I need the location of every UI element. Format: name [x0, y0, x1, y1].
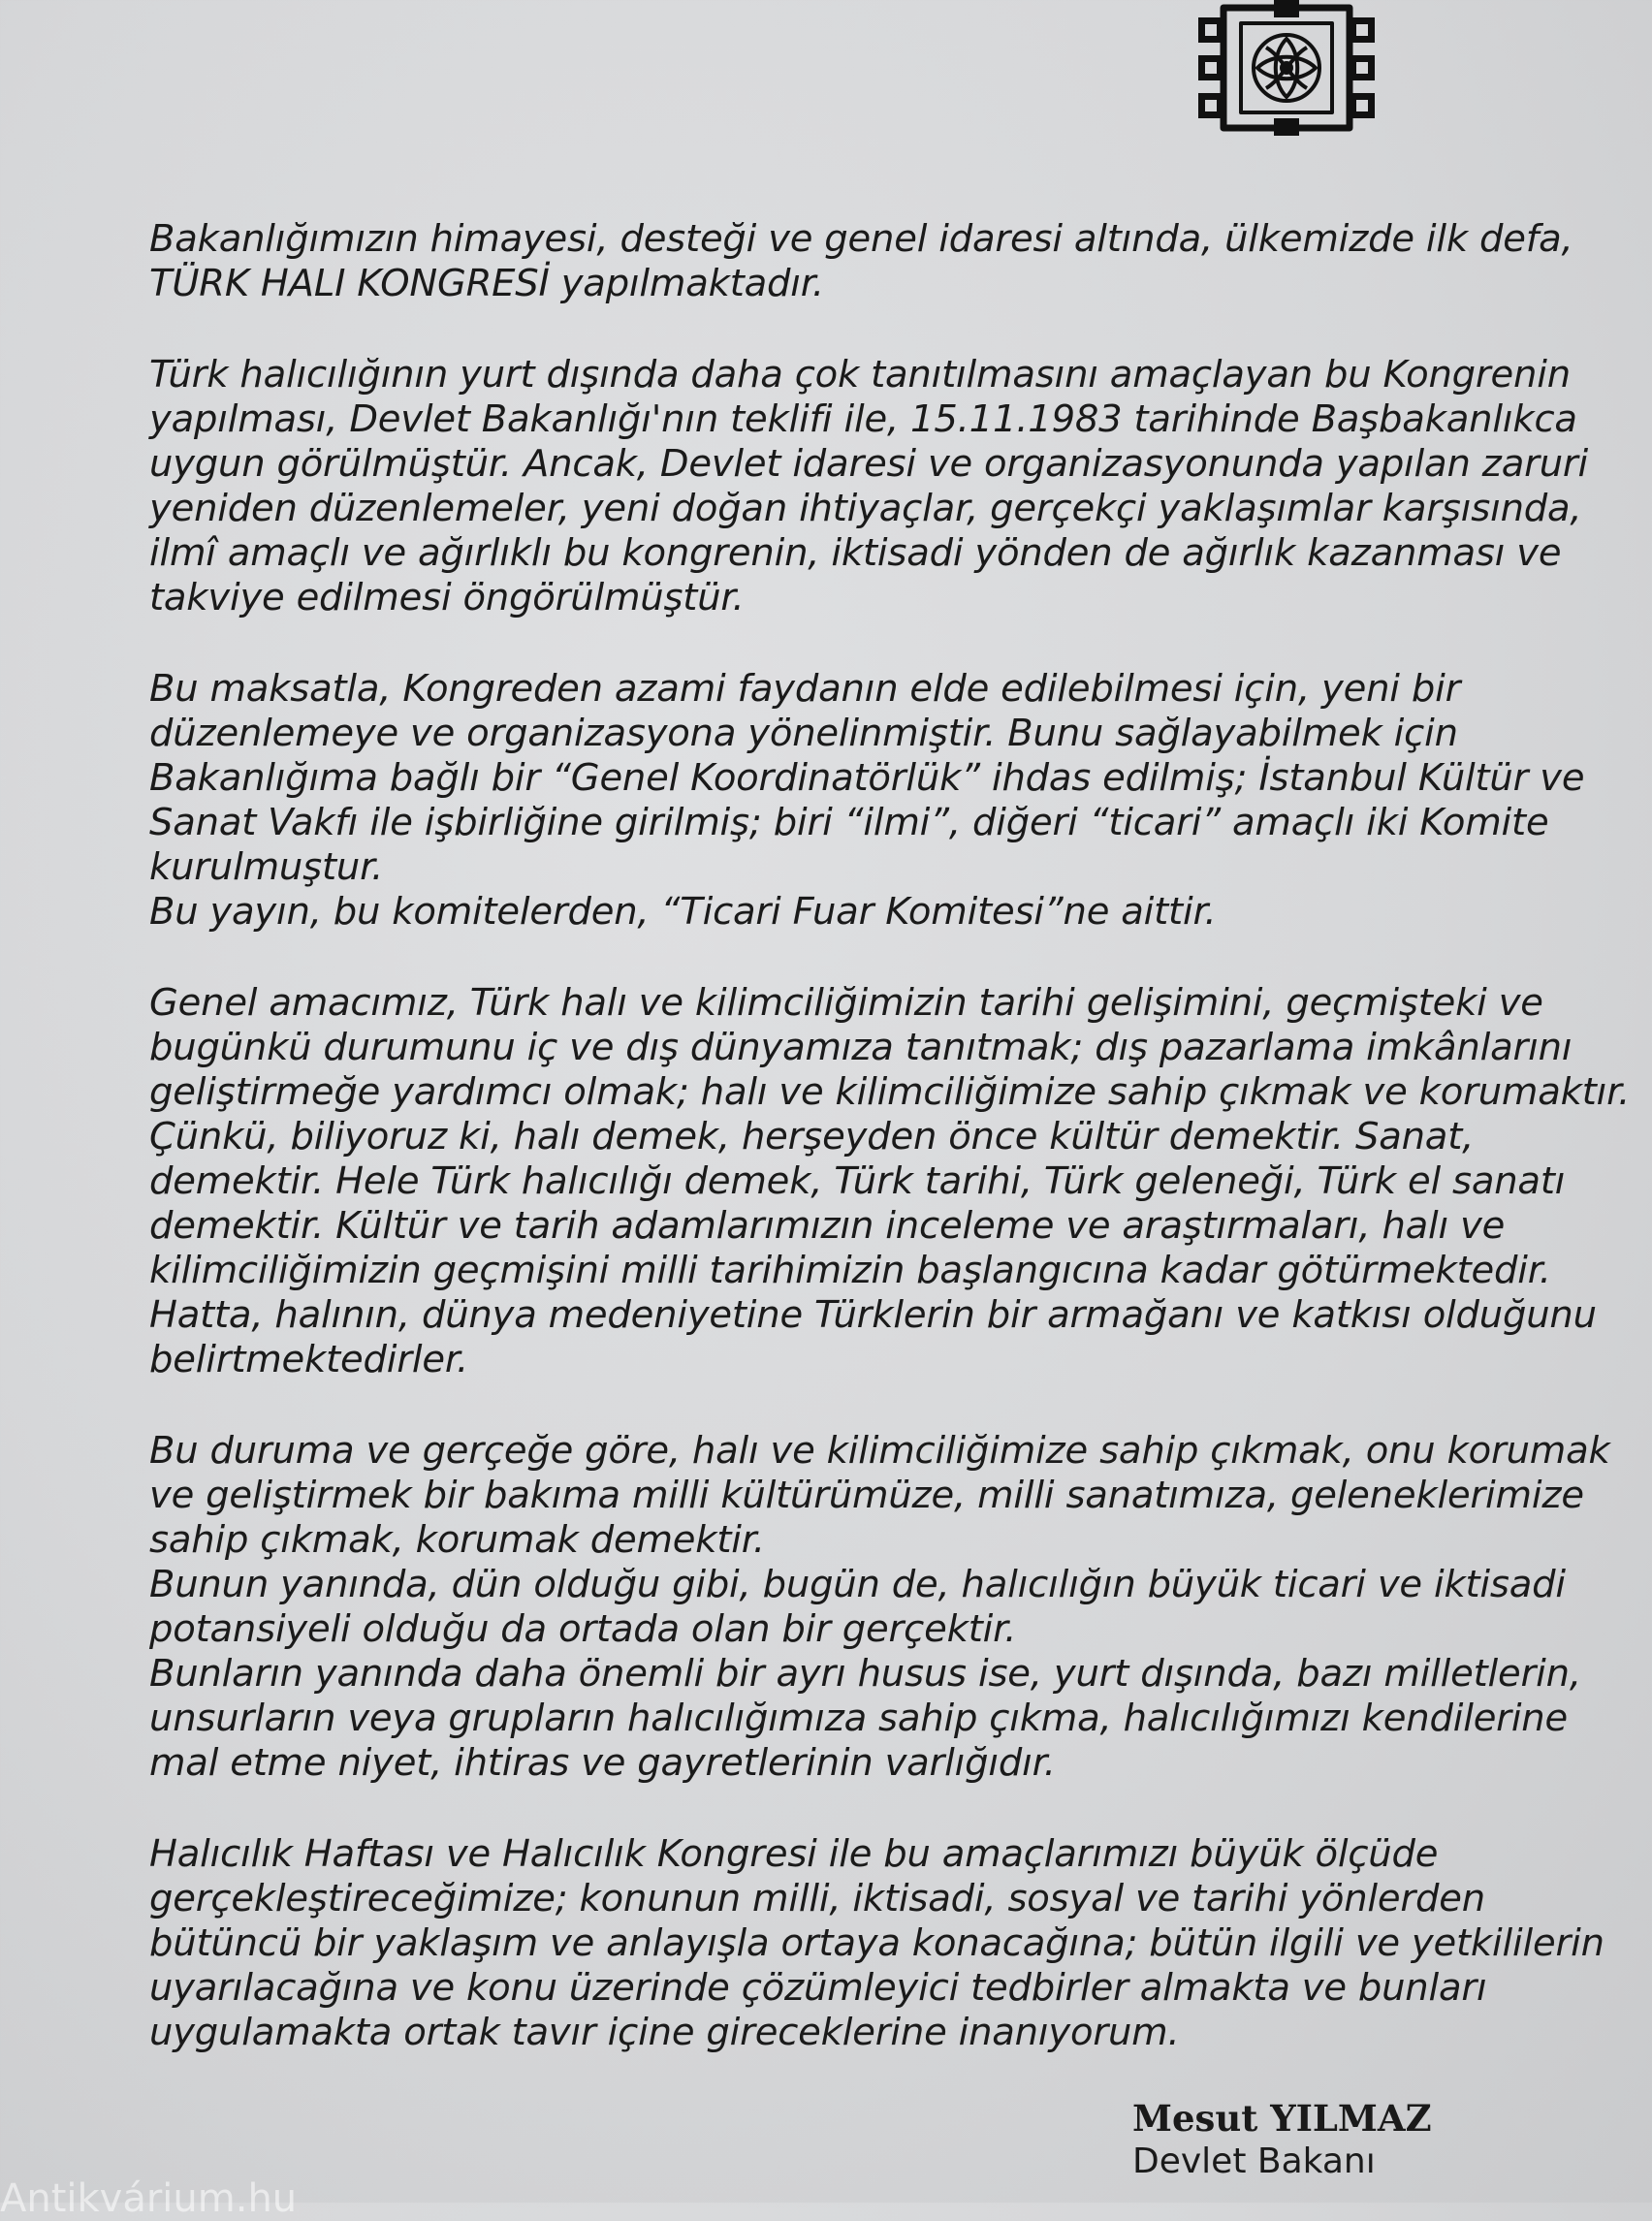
text-line: unsurların veya grupların halıcılığımıza sahip çıkma, halıcılığımızı kendilerine	[149, 1697, 1568, 1740]
text-line: bütüncü bir yaklaşım ve anlayışla ortaya konacağına; bütün ilgili ve yetkililerin	[149, 1921, 1604, 1965]
text-line: yeniden düzenlemeler, yeni doğan ihtiyaçlar, gerçekçi yaklaşımlar karşısında,	[149, 487, 1582, 530]
text-line: Çünkü, biliyoruz ki, halı demek, herşeyden önce kültür demektir. Sanat,	[149, 1115, 1475, 1158]
text-line: Bakanlığıma bağlı bir “Genel Koordinatörlük” ihdas edilmiş; İstanbul Kültür ve	[149, 756, 1585, 800]
text-line: yapılması, Devlet Bakanlığı'nın teklifi ile, 15.11.1983 tarihinde Başbakanlıkca	[149, 397, 1577, 441]
text-line: demektir. Kültür ve tarih adamlarımızın inceleme ve araştırmaları, halı ve	[149, 1204, 1506, 1248]
paragraph-goals	[149, 981, 1631, 1382]
text-line: uygun görülmüştür. Ancak, Devlet idaresi ve organizasyonunda yapılan zaruri	[149, 442, 1589, 486]
text-line: kurulmuştur.	[149, 845, 384, 889]
text-line: potansiyeli olduğu da ortada olan bir gerçektir.	[149, 1607, 1017, 1651]
watermark: Antikvárium.hu	[0, 2176, 298, 2221]
paragraph-intro	[149, 217, 1584, 306]
paragraph-organization	[149, 667, 1584, 935]
text-line: TÜRK HALI KONGRESİ yapılmaktadır.	[149, 262, 824, 305]
text-line: Genel amacımız, Türk halı ve kilimciliğimizin tarihi gelişimini, geçmişteki ve	[149, 981, 1543, 1025]
text-line: Bu duruma ve gerçeğe göre, halı ve kilimciliğimize sahip çıkmak, onu korumak	[149, 1429, 1610, 1473]
text-line: gerçekleştireceğimize; konunun milli, iktisadi, sosyal ve tarihi yönlerden	[149, 1877, 1485, 1920]
paragraph-background	[149, 353, 1589, 620]
text-line: belirtmektedirler.	[149, 1338, 468, 1381]
knot-ornament-icon	[1185, 0, 1388, 136]
text-line: Bakanlığımızın himayesi, desteği ve genel idaresi altında, ülkemizde ilk defa,	[149, 217, 1573, 261]
text-line: Halıcılık Haftası ve Halıcılık Kongresi ile bu amaçlarımızı büyük ölçüde	[149, 1832, 1439, 1876]
text-line: ilmî amaçlı ve ağırlıklı bu kongrenin, iktisadi yönden de ağırlık kazanması ve	[149, 531, 1562, 575]
text-line: Hatta, halının, dünya medeniyetine Türklerin bir armağanı ve katkısı olduğunu	[149, 1293, 1597, 1337]
text-line: sahip çıkmak, korumak demektir.	[149, 1518, 765, 1562]
signatory-name: Mesut YILMAZ	[1132, 2097, 1432, 2140]
text-line: Bu yayın, bu komitelerden, “Ticari Fuar Komitesi”ne aittir.	[149, 890, 1217, 934]
text-line: demektir. Hele Türk halıcılığı demek, Türk tarihi, Türk geleneği, Türk el sanatı	[149, 1159, 1566, 1203]
signature-block	[1132, 2096, 1432, 2183]
text-line: Bu maksatla, Kongreden azami faydanın elde edilebilmesi için, yeni bir	[149, 667, 1461, 711]
text-line: uygulamakta ortak tavır içine gireceklerine inanıyorum.	[149, 2011, 1180, 2054]
signatory-title: Devlet Bakanı	[1132, 2142, 1376, 2181]
text-line: Türk halıcılığının yurt dışında daha çok tanıtılmasını amaçlayan bu Kongrenin	[149, 353, 1571, 397]
text-line: mal etme niyet, ihtiras ve gayretlerinin varlığıdır.	[149, 1741, 1056, 1785]
text-line: Bunların yanında daha önemli bir ayrı husus ise, yurt dışında, bazı milletlerin,	[149, 1652, 1581, 1696]
text-line: bugünkü durumunu iç ve dış dünyamıza tanıtmak; dış pazarlama imkânlarını	[149, 1026, 1573, 1069]
text-line: Bunun yanında, dün olduğu gibi, bugün de, halıcılığın büyük ticari ve iktisadi	[149, 1563, 1566, 1606]
text-line: düzenlemeye ve organizasyona yönelinmiştir. Bunu sağlayabilmek için	[149, 712, 1458, 755]
letter-body	[149, 217, 1631, 2102]
text-line: Sanat Vakfı ile işbirliğine girilmiş; biri “ilmi”, diğeri “ticari” amaçlı iki Komite	[149, 801, 1549, 844]
text-line: uyarılacağına ve konu üzerinde çözümleyici tedbirler almakta ve bunları	[149, 1966, 1487, 2010]
text-line: geliştirmeğe yardımcı olmak; halı ve kilimciliğimize sahip çıkmak ve korumaktır.	[149, 1070, 1631, 1114]
text-line: takviye edilmesi öngörülmüştür.	[149, 576, 745, 619]
text-line: kilimciliğimizin geçmişini milli tarihimizin başlangıcına kadar götürmektedir.	[149, 1249, 1551, 1292]
paragraph-conclusion	[149, 1832, 1604, 2055]
text-line: ve geliştirmek bir bakıma milli kültürümüze, milli sanatımıza, geleneklerimize	[149, 1474, 1584, 1517]
paragraph-heritage	[149, 1429, 1610, 1786]
